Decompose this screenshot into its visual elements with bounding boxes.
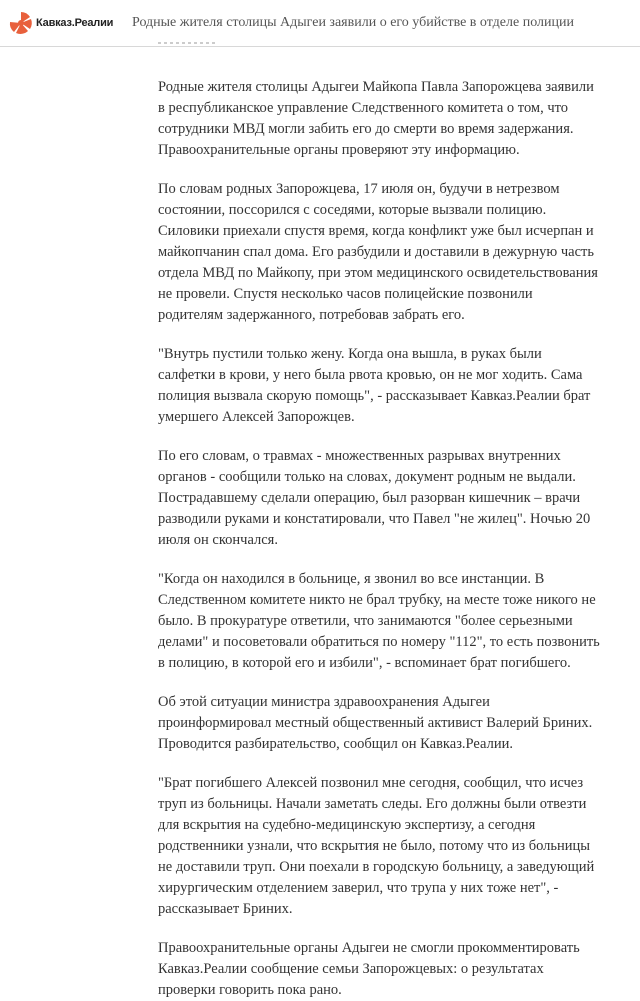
article-paragraph: По словам родных Запорожцева, 17 июля он, будучи в нетрезвом состоянии, поссорился с соседями, которые вызвали полицию. Силовики приехали спустя время, когда конфликт уже был исчерпан и майкопчанин спал дома. Его разбудили и доставили в дежурную часть отдела МВД по Майкопу, при этом медицинского освидетельствования не провели. Спустя несколько часов полицейские позвонили родителям задержанного, потребовав забрать его. bbox=[158, 181, 598, 323]
brand-logo-icon bbox=[8, 10, 34, 36]
cut-off-text-fragment bbox=[158, 38, 218, 44]
article-paragraph: "Когда он находился в больнице, я звонил во все инстанции. В Следственном комитете никто не брал трубку, на месте тоже никого не было. В прокуратуре ответили, что занимаются "более серьезными делами" и посоветовали обратиться по номеру "112", то есть позвонить в полицию, в которой его и избили", - вспоминает брат погибшего. bbox=[158, 571, 600, 671]
article-paragraph: "Брат погибшего Алексей позвонил мне сегодня, сообщил, что исчез труп из больницы. Начали заметать следы. Его должны были отвезти для вскрытия на судебно-медицинскую экспертизу, а сегодня родственники узнали, что вскрытия не было, потому что из больницы не доставили труп. Они поехали в городскую больницу, а заведующий хирургическим отделением заверил, что трупа у них тоже нет", - рассказывает Бриних. bbox=[158, 775, 595, 917]
header-article-title: Родные жителя столицы Адыгеи заявили о его убийстве в отделе полиции bbox=[132, 15, 574, 30]
article-paragraph: Об этой ситуации министра здравоохранения Адыгеи проинформировал местный общественный активист Валерий Бриних. Проводится разбирательство, сообщил он Кавказ.Реалии. bbox=[158, 694, 593, 752]
article-paragraph: Правоохранительные органы Адыгеи не смогли прокомментировать Кавказ.Реалии сообщение семьи Запорожцевых: о результатах проверки говорить пока рано. bbox=[158, 940, 580, 998]
top-header bbox=[0, 0, 640, 47]
article-paragraph: По его словам, о травмах - множественных разрывах внутренних органов - сообщили только на словах, документ родным не выдали. Пострадавшему сделали операцию, был разорван кишечник – врачи разводили руками и констатировали, что Павел "не жилец". Ночью 20 июля он скончался. bbox=[158, 448, 591, 548]
article-body bbox=[0, 47, 640, 1001]
site-logo[interactable] bbox=[8, 10, 116, 36]
article-paragraph: "Внутрь пустили только жену. Когда она вышла, в руках были салфетки в крови, у него была рвота кровью, он не мог ходить. Сама полиция вызвала скорую помощь", - рассказывает Кавказ.Реалии брат умершего Алексей Запорожцев. bbox=[158, 346, 591, 425]
article-paragraph: Родные жителя столицы Адыгеи Майкопа Павла Запорожцева заявили в республиканское управление Следственного комитета о том, что сотрудники МВД могли забить его до смерти во время задержания. Правоохранительные органы проверяют эту информацию. bbox=[158, 79, 594, 158]
logo-text: Кавказ.Реалии bbox=[36, 17, 114, 29]
